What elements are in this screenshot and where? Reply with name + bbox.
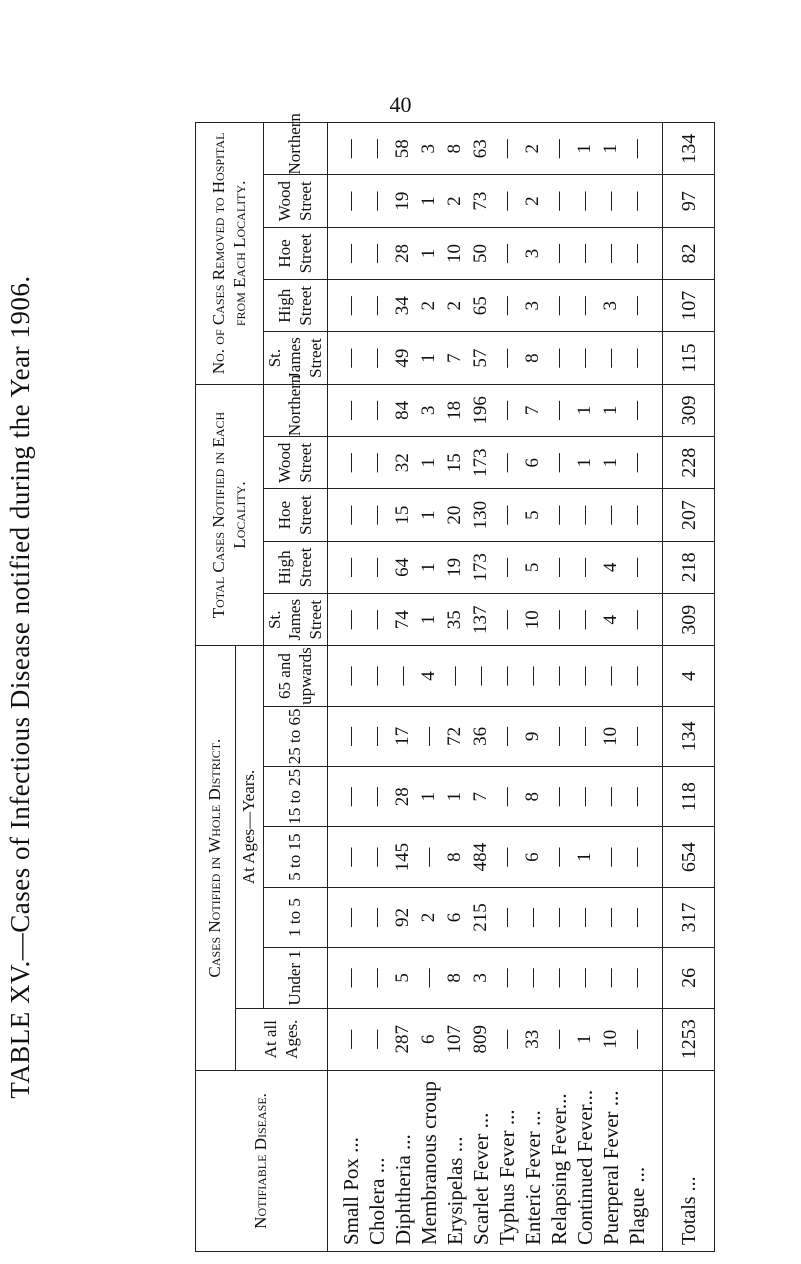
table-cell: — xyxy=(340,787,361,807)
table-cell: — xyxy=(444,666,465,686)
table-cell: 92 xyxy=(392,907,413,927)
table-cell: — xyxy=(626,610,647,630)
table-cell: — xyxy=(548,453,569,473)
table-cell: — xyxy=(496,191,517,211)
header-age-1-5: 1 to 5 xyxy=(264,887,328,947)
table-cell: — xyxy=(496,453,517,473)
table-cell: — xyxy=(574,191,595,211)
header-removed-high: High Street xyxy=(264,280,328,332)
table-cell: 7 xyxy=(470,792,491,802)
disease-name: Plague ... xyxy=(625,1166,649,1245)
table-cell: — xyxy=(548,968,569,988)
disease-name: Membranous croup xyxy=(417,1081,441,1245)
col-25-65 xyxy=(328,706,663,766)
table-cell: — xyxy=(600,191,621,211)
table-cell: — xyxy=(548,666,569,686)
table-cell: 6 xyxy=(444,912,465,923)
table-cell: — xyxy=(496,243,517,263)
table-cell: — xyxy=(340,243,361,263)
infectious-disease-table xyxy=(195,113,715,1252)
col-notified-high xyxy=(328,541,663,593)
table-cell: 2 xyxy=(418,301,439,311)
table-cell: 33 xyxy=(522,1029,543,1049)
table-cell: 1 xyxy=(574,1034,595,1044)
table-cell: 74 xyxy=(392,610,413,630)
disease-name: Small Pox ... xyxy=(339,1137,363,1245)
total-notified-high: 218 xyxy=(663,541,715,593)
table-cell: 19 xyxy=(392,191,413,211)
table-cell: 34 xyxy=(392,296,413,316)
table-cell: 6 xyxy=(522,458,543,468)
table-cell: — xyxy=(626,453,647,473)
table-cell: — xyxy=(366,296,387,316)
table-cell: — xyxy=(626,139,647,159)
table-cell: — xyxy=(496,610,517,630)
table-cell: 2 xyxy=(444,301,465,311)
table-cell: — xyxy=(496,139,517,159)
table-caption: TABLE XV.—Cases of Infectious Disease notified during the Year 1906. xyxy=(5,275,35,1099)
header-disease: Notifiable Disease. xyxy=(196,1070,328,1251)
table-cell: 1 xyxy=(418,458,439,468)
table-cell: — xyxy=(522,968,543,988)
col-removed-wood xyxy=(328,175,663,227)
table-cell: — xyxy=(496,296,517,316)
table-cell: 1 xyxy=(574,405,595,416)
col-notified-northern xyxy=(328,384,663,436)
table-cell: — xyxy=(574,243,595,263)
table-cell: — xyxy=(418,968,439,988)
table-cell: 6 xyxy=(418,1034,439,1044)
table-cell: — xyxy=(574,787,595,807)
table-cell: — xyxy=(470,666,491,686)
header-notified-hoe: Hoe Street xyxy=(264,489,328,541)
totals-label: Totals ... xyxy=(663,1070,715,1251)
table-cell: — xyxy=(366,505,387,525)
header-notified-high: High Street xyxy=(264,541,328,593)
table-cell: 49 xyxy=(392,348,413,368)
header-age-65-up: 65 and upwards xyxy=(264,646,328,706)
table-cell: 65 xyxy=(470,296,491,316)
header-removed-northern: Northern xyxy=(264,123,328,175)
table-cell: — xyxy=(626,968,647,988)
table-cell: 4 xyxy=(418,671,439,681)
total-removed-northern: 134 xyxy=(663,123,715,175)
header-age-under-1: Under 1 xyxy=(264,948,328,1008)
table-cell: — xyxy=(340,505,361,525)
table-cell: 15 xyxy=(444,453,465,473)
table-cell: 35 xyxy=(444,610,465,630)
table-cell: 3 xyxy=(522,248,543,259)
table-cell: — xyxy=(366,787,387,807)
total-under-1: 26 xyxy=(663,948,715,1008)
table-cell: 18 xyxy=(444,400,465,420)
table-cell: — xyxy=(496,666,517,686)
table-cell: — xyxy=(626,400,647,420)
table-cell: 3 xyxy=(418,143,439,154)
table-cell: — xyxy=(340,191,361,211)
table-cell: — xyxy=(340,968,361,988)
table-cell: — xyxy=(522,666,543,686)
header-whole-district: Cases Notified in Whole District. xyxy=(196,646,236,1071)
totals-row xyxy=(663,123,715,1252)
disease-name: Continued Fever... xyxy=(573,1089,597,1245)
table-cell: — xyxy=(340,666,361,686)
header-removed-wood: Wood Street xyxy=(264,175,328,227)
table-cell: 5 xyxy=(522,510,543,520)
table-cell: — xyxy=(626,191,647,211)
disease-name: Relapsing Fever... xyxy=(547,1093,571,1245)
table-cell: — xyxy=(366,243,387,263)
table-cell: — xyxy=(496,907,517,927)
table-cell: — xyxy=(574,505,595,525)
table-cell: — xyxy=(626,666,647,686)
table-cell: — xyxy=(626,348,647,368)
col-5-15 xyxy=(328,827,663,887)
table-cell: — xyxy=(496,847,517,867)
table-cell: — xyxy=(574,907,595,927)
table-cell: — xyxy=(366,610,387,630)
col-notified-wood xyxy=(328,437,663,489)
col-all-ages xyxy=(328,1008,663,1070)
disease-name: Puerperal Fever ... xyxy=(599,1090,623,1245)
table-cell: — xyxy=(548,610,569,630)
col-removed-high xyxy=(328,280,663,332)
table-cell: — xyxy=(626,296,647,316)
col-removed-northern xyxy=(328,123,663,175)
table-cell: 17 xyxy=(392,726,413,746)
table-cell: 196 xyxy=(470,396,491,425)
table-cell: 1 xyxy=(600,405,621,416)
table-cell: 173 xyxy=(470,448,491,477)
col-notified-hoe xyxy=(328,489,663,541)
table-cell: — xyxy=(626,557,647,577)
table-cell: — xyxy=(548,505,569,525)
disease-names-column xyxy=(328,1070,663,1251)
table-cell: — xyxy=(340,847,361,867)
table-cell: 1 xyxy=(574,458,595,468)
table-cell: 3 xyxy=(470,973,491,983)
table-cell: — xyxy=(574,610,595,630)
table-cell: 4 xyxy=(600,562,621,573)
table-cell: 50 xyxy=(470,243,491,263)
table-cell: — xyxy=(340,1029,361,1049)
table-cell: — xyxy=(496,348,517,368)
table-cell: 1 xyxy=(418,614,439,625)
table-cell: — xyxy=(366,453,387,473)
table-cell: — xyxy=(496,557,517,577)
table-cell: 84 xyxy=(392,400,413,420)
table-cell: — xyxy=(548,191,569,211)
table-cell: — xyxy=(496,1029,517,1049)
table-cell: — xyxy=(340,139,361,159)
total-notified-st-james: 309 xyxy=(663,594,715,646)
table-cell: — xyxy=(496,505,517,525)
disease-data-block xyxy=(328,123,663,1252)
table-cell: 809 xyxy=(470,1024,491,1054)
table-cell: — xyxy=(340,610,361,630)
total-5-15: 654 xyxy=(663,827,715,887)
table-cell: 1 xyxy=(418,562,439,573)
table-cell: — xyxy=(340,400,361,420)
header-notified-locality: Total Cases Notified in Each Locality. xyxy=(196,384,264,646)
table-cell: — xyxy=(496,726,517,746)
table-cell: 8 xyxy=(444,143,465,154)
total-removed-hoe: 82 xyxy=(663,227,715,279)
table-cell: 1 xyxy=(444,792,465,802)
table-cell: 32 xyxy=(392,453,413,473)
table-cell: 173 xyxy=(470,553,491,582)
table-cell: — xyxy=(548,243,569,263)
table-cell: — xyxy=(600,847,621,867)
table-cell: — xyxy=(626,505,647,525)
table-cell: — xyxy=(600,348,621,368)
table-cell: 3 xyxy=(600,301,621,311)
rotated-table-block xyxy=(5,113,715,1252)
table-cell: 130 xyxy=(470,500,491,530)
table-cell: 2 xyxy=(418,912,439,923)
table-cell: — xyxy=(366,726,387,746)
header-notified-wood: Wood Street xyxy=(264,437,328,489)
table-cell: 10 xyxy=(444,243,465,263)
header-age-15-25: 15 to 25 xyxy=(264,767,328,827)
table-cell: — xyxy=(340,726,361,746)
table-cell: — xyxy=(600,787,621,807)
table-cell: — xyxy=(626,907,647,927)
table-cell: 8 xyxy=(522,792,543,802)
table-cell: — xyxy=(366,191,387,211)
table-cell: 57 xyxy=(470,348,491,368)
table-cell: — xyxy=(340,296,361,316)
table-cell: — xyxy=(366,557,387,577)
table-cell: 5 xyxy=(522,562,543,573)
header-notified-northern: Northern xyxy=(264,384,328,436)
table-cell: — xyxy=(418,726,439,746)
table-cell: 28 xyxy=(392,243,413,263)
table-cell: — xyxy=(548,907,569,927)
total-1-5: 317 xyxy=(663,887,715,947)
table-cell: — xyxy=(574,968,595,988)
total-all-ages: 1253 xyxy=(663,1008,715,1070)
table-cell: 8 xyxy=(522,353,543,363)
header-at-ages: At Ages—Years. xyxy=(236,646,264,1008)
table-cell: 9 xyxy=(522,731,543,742)
header-all-ages: At all Ages. xyxy=(236,1008,328,1070)
table-cell: — xyxy=(626,787,647,807)
table-cell: — xyxy=(522,907,543,927)
table-cell: 8 xyxy=(444,973,465,983)
table-cell: — xyxy=(366,968,387,988)
table-cell: 1 xyxy=(418,353,439,363)
table-cell: — xyxy=(366,847,387,867)
table-cell: 107 xyxy=(444,1024,465,1054)
table-cell: 2 xyxy=(522,143,543,154)
table-cell: 1 xyxy=(600,458,621,468)
total-removed-high: 107 xyxy=(663,280,715,332)
total-25-65: 134 xyxy=(663,706,715,766)
table-cell: 5 xyxy=(392,973,413,983)
table-cell: 72 xyxy=(444,726,465,746)
table-cell: 3 xyxy=(522,301,543,311)
table-cell: 1 xyxy=(600,143,621,154)
table-cell: — xyxy=(626,726,647,746)
table-cell: — xyxy=(626,847,647,867)
col-65-up xyxy=(328,646,663,706)
col-under-1 xyxy=(328,948,663,1008)
disease-name: Typhus Fever ... xyxy=(495,1109,519,1245)
total-notified-wood: 228 xyxy=(663,437,715,489)
table-cell: 58 xyxy=(392,139,413,159)
table-cell: — xyxy=(548,1029,569,1049)
table-cell: — xyxy=(340,907,361,927)
total-notified-northern: 309 xyxy=(663,384,715,436)
table-cell: 484 xyxy=(470,842,491,872)
table-cell: — xyxy=(548,296,569,316)
disease-name: Enteric Fever ... xyxy=(521,1110,545,1245)
table-cell: 7 xyxy=(444,353,465,363)
table-cell: 1 xyxy=(574,852,595,862)
table-cell: — xyxy=(600,666,621,686)
col-1-5 xyxy=(328,887,663,947)
table-cell: — xyxy=(600,243,621,263)
header-removed-hoe: Hoe Street xyxy=(264,227,328,279)
header-notified-st-james: St. James Street xyxy=(264,594,328,646)
table-cell: 1 xyxy=(418,248,439,259)
table-cell: — xyxy=(366,139,387,159)
table-cell: 10 xyxy=(600,726,621,746)
table-cell: 10 xyxy=(522,610,543,630)
table-cell: — xyxy=(366,907,387,927)
table-cell: — xyxy=(574,296,595,316)
table-cell: — xyxy=(366,1029,387,1049)
table-cell: — xyxy=(548,787,569,807)
table-cell: — xyxy=(548,400,569,420)
table-cell: — xyxy=(574,348,595,368)
table-cell: — xyxy=(496,968,517,988)
table-cell: 7 xyxy=(522,405,543,416)
table-cell: — xyxy=(548,139,569,159)
table-cell: — xyxy=(392,666,413,686)
disease-name: Cholera ... xyxy=(365,1157,389,1245)
table-cell: — xyxy=(548,847,569,867)
table-cell: 10 xyxy=(600,1029,621,1049)
table-cell: — xyxy=(626,243,647,263)
col-15-25 xyxy=(328,767,663,827)
table-cell: 6 xyxy=(522,852,543,862)
table-cell: 287 xyxy=(392,1024,413,1054)
table-cell: 36 xyxy=(470,726,491,746)
table-cell: 15 xyxy=(392,505,413,525)
table-cell: 2 xyxy=(522,196,543,206)
header-removed-hospital: No. of Cases Removed to Hospital from Each Locality. xyxy=(196,123,264,385)
table-cell: 1 xyxy=(418,510,439,520)
table-cell: — xyxy=(600,907,621,927)
table-cell: 64 xyxy=(392,557,413,577)
table-cell: 20 xyxy=(444,505,465,525)
table-cell: — xyxy=(574,726,595,746)
table-cell: 63 xyxy=(470,139,491,159)
table-cell: — xyxy=(574,666,595,686)
table-cell: — xyxy=(366,348,387,368)
table-cell: — xyxy=(496,787,517,807)
table-cell: 145 xyxy=(392,842,413,872)
table-cell: — xyxy=(366,666,387,686)
table-cell: — xyxy=(418,847,439,867)
col-removed-hoe xyxy=(328,227,663,279)
total-notified-hoe: 207 xyxy=(663,489,715,541)
header-age-25-65: 25 to 65 xyxy=(264,706,328,766)
table-cell: — xyxy=(548,726,569,746)
table-cell: — xyxy=(574,557,595,577)
total-65-up: 4 xyxy=(663,646,715,706)
col-removed-st-james xyxy=(328,332,663,384)
table-cell: 3 xyxy=(418,405,439,416)
disease-name: Diphtheria ... xyxy=(391,1134,415,1245)
total-removed-st-james: 115 xyxy=(663,332,715,384)
table-cell: 4 xyxy=(600,614,621,625)
table-cell: — xyxy=(366,400,387,420)
table-cell: 19 xyxy=(444,557,465,577)
table-cell: — xyxy=(548,348,569,368)
table-cell: 8 xyxy=(444,852,465,862)
table-cell: 1 xyxy=(574,143,595,154)
table-cell: — xyxy=(548,557,569,577)
table-cell: 1 xyxy=(418,792,439,802)
header-age-5-15: 5 to 15 xyxy=(264,827,328,887)
table-cell: 28 xyxy=(392,787,413,807)
table-cell: — xyxy=(600,968,621,988)
total-removed-wood: 97 xyxy=(663,175,715,227)
table-cell: — xyxy=(496,400,517,420)
table-cell: — xyxy=(626,1029,647,1049)
table-cell: 73 xyxy=(470,191,491,211)
disease-name: Erysipelas ... xyxy=(443,1136,467,1245)
table-cell: — xyxy=(340,348,361,368)
table-cell: — xyxy=(340,557,361,577)
total-15-25: 118 xyxy=(663,767,715,827)
table-cell: 1 xyxy=(418,196,439,206)
table-cell: — xyxy=(340,453,361,473)
col-notified-st-james xyxy=(328,594,663,646)
table-cell: — xyxy=(600,505,621,525)
header-removed-st-james: St. James Street xyxy=(264,332,328,384)
disease-name: Scarlet Fever ... xyxy=(469,1112,493,1245)
table-cell: 2 xyxy=(444,196,465,206)
page-number: 40 xyxy=(389,92,412,117)
table-cell: 137 xyxy=(470,605,491,634)
table-cell: 215 xyxy=(470,903,491,932)
